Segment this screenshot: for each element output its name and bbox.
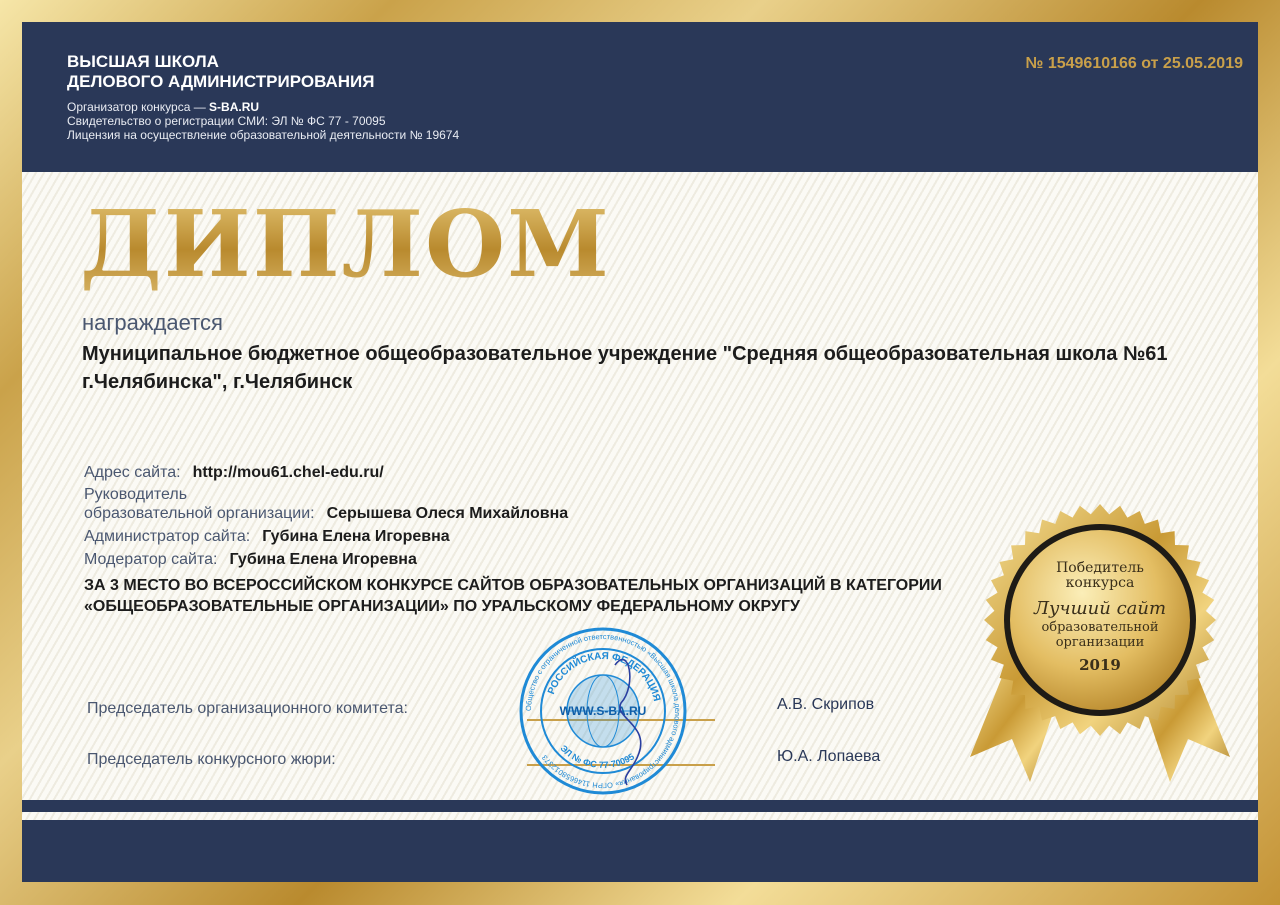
organizer-title-line2: ДЕЛОВОГО АДМИНИСТРИРОВАНИЯ bbox=[67, 72, 375, 91]
header-band bbox=[22, 22, 1258, 172]
organizer-title-line1: ВЫСШАЯ ШКОЛА bbox=[67, 52, 219, 71]
organizer-prefix: Организатор конкурса — bbox=[67, 100, 206, 114]
moderator-label: Модератор сайта: bbox=[84, 551, 218, 568]
organizer-meta bbox=[67, 100, 459, 142]
seal-line5: организации bbox=[1055, 635, 1145, 650]
stamp-bottom-text: ЭЛ № ФС 77-70095 bbox=[558, 743, 637, 770]
moderator-value: Губина Елена Игоревна bbox=[229, 551, 417, 568]
diploma-frame bbox=[22, 22, 1258, 882]
seal-line1: Победитель bbox=[1056, 560, 1144, 576]
head-value: Серышева Олеся Михайловна bbox=[326, 505, 569, 522]
recipient-name: Муниципальное бюджетное общеобразовательное учреждение "Средняя общеобразовательная школа №61 г.Челябинска", г.Челябинск bbox=[82, 343, 1168, 393]
organizer-line bbox=[67, 100, 459, 114]
footer-thin-band bbox=[22, 800, 1258, 812]
admin-label: Администратор сайта: bbox=[84, 528, 251, 545]
diploma-title: ДИПЛОМ bbox=[80, 190, 611, 298]
certificate-number: № 1549610166 от 25.05.2019 bbox=[1025, 55, 1243, 72]
head-row bbox=[84, 485, 568, 523]
chair-jury-label: Председатель конкурсного жюри: bbox=[87, 751, 336, 768]
chair-committee-name: А.В. Скрипов bbox=[777, 696, 875, 713]
organizer-site: S-BA.RU bbox=[209, 100, 260, 114]
stamp-region-text: РОССИЙСКАЯ ФЕДЕРАЦИЯ bbox=[546, 650, 663, 703]
organization-stamp bbox=[517, 625, 689, 797]
achievement-text: ЗА 3 МЕСТО ВО ВСЕРОССИЙСКОМ КОНКУРСЕ САЙТОВ ОБРАЗОВАТЕЛЬНЫХ ОРГАНИЗАЦИЙ В КАТЕГОРИИ «ОБЩЕОБРАЗОВАТЕЛЬНЫЕ ОРГАНИЗАЦИИ» ПО УРАЛЬСКОМУ ФЕДЕРАЛЬНОМУ ОКРУГУ bbox=[84, 577, 942, 615]
head-label-line1: Руководитель bbox=[84, 486, 188, 503]
site-label: Адрес сайта: bbox=[84, 464, 181, 481]
site-value: http://mou61.chel-edu.ru/ bbox=[192, 464, 384, 481]
chair-committee-label: Председатель организационного комитета: bbox=[87, 700, 408, 717]
moderator-row bbox=[84, 550, 417, 569]
footer-band bbox=[22, 820, 1258, 882]
organizer-title bbox=[67, 52, 375, 92]
seal-line4: образовательной bbox=[1041, 620, 1159, 635]
chair-jury-name: Ю.А. Лопаева bbox=[777, 748, 881, 765]
seal-line3: Лучший сайт bbox=[1033, 598, 1167, 619]
seal-line2: конкурса bbox=[1065, 575, 1135, 591]
seal-year: 2019 bbox=[1079, 656, 1121, 674]
head-label-line2: образовательной организации: bbox=[84, 505, 315, 522]
site-row bbox=[84, 463, 384, 482]
admin-value: Губина Елена Игоревна bbox=[262, 528, 450, 545]
license-text: Лицензия на осуществление образовательной деятельности № 19674 bbox=[67, 128, 460, 142]
admin-row bbox=[84, 527, 450, 546]
stamp-center-text: WWW.S-BA.RU bbox=[559, 704, 647, 718]
registration-text: Свидетельство о регистрации СМИ: ЭЛ № ФС 77 - 70095 bbox=[67, 114, 386, 128]
winner-seal bbox=[950, 477, 1250, 797]
stamp-ring-text: Общество с ограниченной ответственностью «Высшая школа делового администрирования» ОГРН 1146658012373 bbox=[523, 631, 683, 791]
awarded-label: награждается bbox=[82, 310, 223, 335]
